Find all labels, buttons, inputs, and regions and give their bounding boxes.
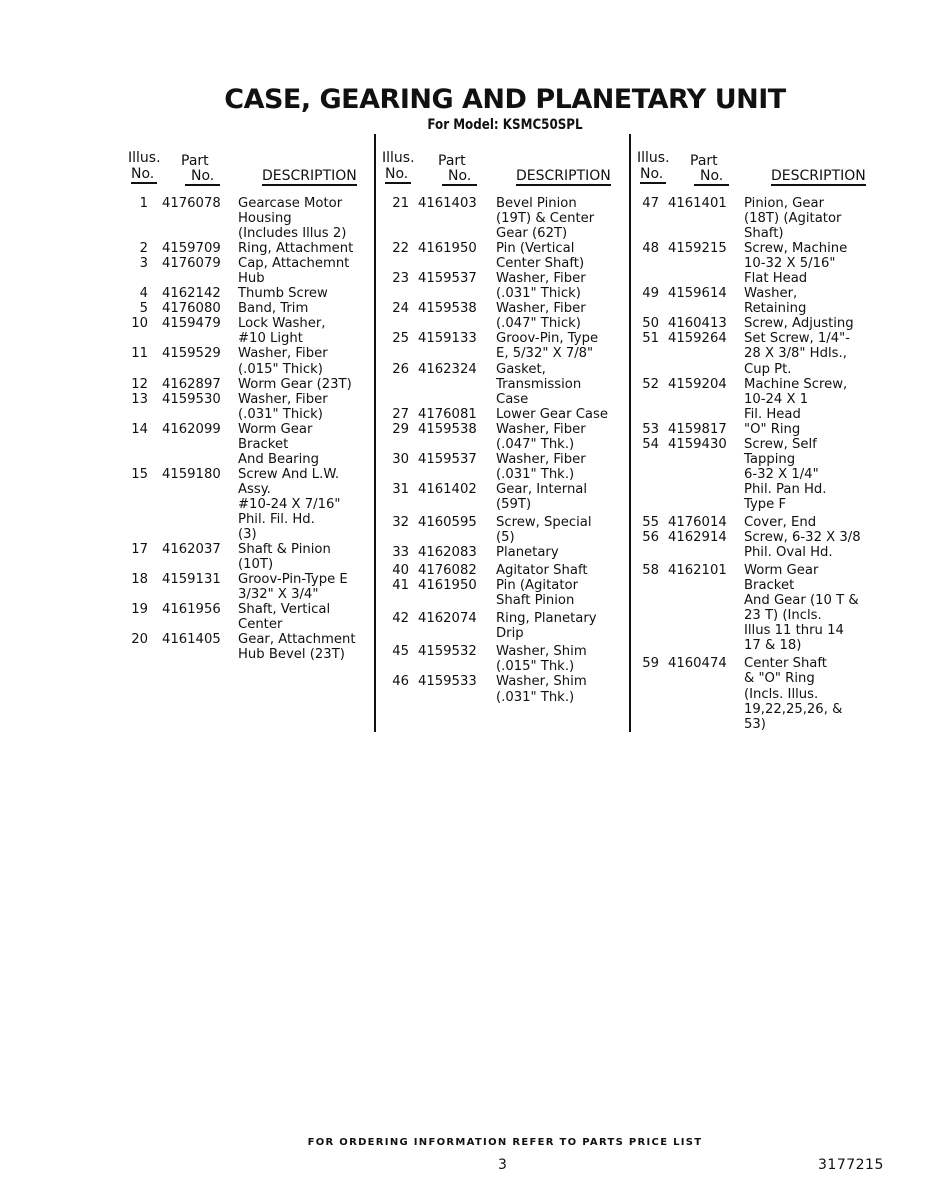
ordering-note: FOR ORDERING INFORMATION REFER TO PARTS PRICE LIST (307, 1137, 703, 1148)
illus-number: 47 (642, 196, 659, 211)
header-part-no: No. (185, 168, 220, 186)
parts-list-item (382, 674, 608, 704)
parts-list-item (128, 241, 356, 256)
part-number: 4176082 (418, 563, 477, 579)
part-description: Pin (Agitator Shaft Pinion (496, 578, 578, 609)
part-description: Agitator Shaft (496, 563, 588, 579)
part-number: 4160595 (418, 514, 477, 530)
parts-list-item (128, 256, 356, 286)
header-part-no: No. (442, 168, 477, 186)
illus-number: 12 (131, 376, 148, 392)
part-description: Lower Gear Case (496, 406, 608, 422)
illus-number: 4 (139, 286, 148, 302)
illus-number: 27 (392, 406, 409, 422)
part-description: Screw, Special (5) (496, 514, 592, 546)
part-number: 4159479 (162, 316, 221, 332)
illus-number: 1 (139, 196, 148, 211)
part-number: 4159537 (418, 451, 477, 467)
part-description: Gearcase Motor Housing (Includes Illus 2) (238, 196, 347, 242)
parts-list-item (382, 331, 608, 361)
part-number: 4159133 (418, 331, 477, 347)
part-number: 4176080 (162, 301, 221, 317)
part-description: Worm Gear (23T) (238, 376, 352, 392)
parts-list-item (128, 346, 356, 376)
page-title: CASE, GEARING AND PLANETARY UNIT (224, 84, 786, 115)
illus-number: 42 (392, 611, 409, 627)
parts-list-item (128, 392, 356, 422)
parts-list-item (382, 578, 608, 608)
part-description: Washer, Fiber (.047" Thk.) (496, 421, 586, 452)
part-description: Washer, Fiber (.047" Thick) (496, 301, 586, 332)
parts-list-item (637, 196, 861, 241)
part-number: 4176079 (162, 256, 221, 272)
part-number: 4162037 (162, 542, 221, 558)
part-number: 4159204 (668, 376, 727, 392)
part-number: 4161402 (418, 481, 477, 497)
part-description: Screw And L.W. Assy. #10-24 X 7/16" Phil. Fil. Hd. (3) (238, 466, 341, 543)
part-number: 4159817 (668, 421, 727, 437)
header-description: DESCRIPTION (771, 168, 866, 184)
part-description: Shaft & Pinion (10T) (238, 542, 331, 573)
part-number: 4159538 (418, 421, 477, 437)
part-description: Washer, Fiber (.031" Thk.) (496, 451, 586, 482)
part-description: Washer, Fiber (.031" Thick) (238, 391, 328, 422)
part-number: 4162897 (162, 376, 221, 392)
part-number: 4159530 (162, 391, 221, 407)
parts-list-item (382, 241, 608, 271)
part-number: 4159532 (418, 644, 477, 660)
illus-number: 50 (642, 316, 659, 332)
part-description: Screw, Self Tapping 6-32 X 1/4" Phil. Pan Hd. Type F (744, 436, 827, 512)
parts-list-item (382, 644, 608, 674)
part-description: Gasket, Transmission Case (496, 361, 582, 407)
illus-number: 30 (392, 451, 409, 467)
parts-list-item (382, 611, 608, 641)
illus-number: 11 (131, 346, 148, 362)
part-number: 4159430 (668, 436, 727, 452)
part-number: 4161403 (418, 196, 477, 211)
part-description: Machine Screw, 10-24 X 1 Fil. Head (744, 376, 848, 422)
parts-list-item (637, 656, 861, 731)
illus-number: 55 (642, 514, 659, 530)
header-description: DESCRIPTION (262, 168, 357, 184)
part-number: 4162074 (418, 611, 477, 627)
part-description: Center Shaft & "O" Ring (Incls. Illus. 19,22,25,26, & 53) (744, 656, 843, 732)
part-number: 4161401 (668, 196, 727, 211)
illus-number: 2 (139, 241, 148, 257)
part-description: Pinion, Gear (18T) (Agitator Shaft) (744, 196, 842, 242)
header-illus: Illus. (382, 150, 415, 166)
part-description: "O" Ring (744, 421, 801, 437)
illus-number: 51 (642, 331, 659, 347)
part-number: 4160474 (668, 656, 727, 672)
illus-number: 52 (642, 376, 659, 392)
illus-number: 40 (392, 563, 409, 579)
parts-list-item (637, 515, 861, 530)
parts-list-item (128, 542, 356, 572)
illus-number: 14 (131, 421, 148, 437)
parts-list-item (128, 632, 356, 662)
part-description: Washer, Fiber (.015" Thick) (238, 346, 328, 377)
part-number: 4159537 (418, 271, 477, 287)
part-description: Washer, Shim (.015" Thk.) (496, 644, 587, 675)
part-description: Worm Gear Bracket And Gear (10 T & 23 T) (Incls. Illus 11 thru 14 17 & 18) (744, 563, 859, 654)
parts-list-item (128, 301, 356, 316)
illus-number: 58 (642, 563, 659, 579)
parts-list-item (637, 437, 861, 512)
parts-list-item (382, 407, 608, 422)
parts-list-item (128, 422, 356, 467)
part-number: 4162142 (162, 286, 221, 302)
illus-number: 15 (131, 466, 148, 482)
parts-list-item (637, 286, 861, 316)
illus-number: 17 (131, 542, 148, 558)
parts-list-item (128, 196, 356, 241)
part-description: Screw, Adjusting (744, 316, 854, 332)
header-illus-no: No. (640, 166, 666, 184)
parts-list-item (637, 563, 861, 653)
illus-number: 19 (131, 602, 148, 618)
illus-number: 31 (392, 481, 409, 497)
illus-number: 48 (642, 241, 659, 257)
illus-number: 33 (392, 545, 409, 561)
illus-number: 53 (642, 421, 659, 437)
illus-number: 56 (642, 530, 659, 546)
part-number: 4159131 (162, 572, 221, 588)
parts-list-item (128, 602, 356, 632)
part-number: 4162101 (668, 563, 727, 579)
parts-list-item (382, 422, 608, 452)
part-number: 4161950 (418, 241, 477, 257)
part-description: Groov-Pin-Type E 3/32" X 3/4" (238, 572, 348, 603)
header-illus-no: No. (131, 166, 157, 184)
part-description: Shaft, Vertical Center (238, 602, 331, 633)
parts-list-item (637, 331, 861, 376)
part-description: Planetary (496, 545, 559, 561)
part-number: 4159529 (162, 346, 221, 362)
illus-number: 3 (139, 256, 148, 272)
illus-number: 54 (642, 436, 659, 452)
header-part-no: No. (694, 168, 729, 186)
parts-list-item (382, 196, 608, 241)
part-number: 4161956 (162, 602, 221, 618)
document-number: 3177215 (818, 1157, 884, 1173)
part-description: Lock Washer, #10 Light (238, 316, 326, 347)
illus-number: 10 (131, 316, 148, 332)
part-description: Groov-Pin, Type E, 5/32" X 7/8" (496, 331, 599, 362)
part-description: Worm Gear Bracket And Bearing (238, 421, 319, 467)
part-number: 4162324 (418, 361, 477, 377)
illus-number: 18 (131, 572, 148, 588)
part-description: Cap, Attachemnt Hub (238, 256, 350, 287)
part-number: 4159709 (162, 241, 221, 257)
part-number: 4176081 (418, 406, 477, 422)
illus-number: 21 (392, 196, 409, 211)
parts-list-item (128, 316, 356, 346)
illus-number: 41 (392, 578, 409, 594)
header-description: DESCRIPTION (516, 168, 611, 184)
parts-list-item (382, 515, 608, 545)
part-number: 4162083 (418, 545, 477, 561)
illus-number: 25 (392, 331, 409, 347)
part-number: 4160413 (668, 316, 727, 332)
parts-list-item (637, 241, 861, 286)
parts-list-item (382, 452, 608, 482)
part-description: Screw, 6-32 X 3/8 Phil. Oval Hd. (744, 530, 861, 561)
parts-list-item (382, 545, 608, 560)
illus-number: 13 (131, 391, 148, 407)
part-description: Washer, Shim (.031" Thk.) (496, 674, 587, 705)
parts-list-item (637, 316, 861, 331)
part-number: 4159533 (418, 674, 477, 690)
part-description: Set Screw, 1/4"- 28 X 3/8" Hdls., Cup Pt. (744, 331, 850, 377)
part-description: Washer, Fiber (.031" Thick) (496, 271, 586, 302)
illus-number: 23 (392, 271, 409, 287)
parts-list-item (382, 362, 608, 407)
part-number: 4176014 (668, 514, 727, 530)
parts-list-item (382, 271, 608, 301)
header-part: Part (181, 153, 209, 169)
part-description: Ring, Attachment (238, 241, 354, 257)
parts-list-item (128, 377, 356, 392)
part-number: 4162914 (668, 530, 727, 546)
part-number: 4159215 (668, 241, 727, 257)
illus-number: 32 (392, 514, 409, 530)
part-number: 4159264 (668, 331, 727, 347)
part-number: 4159614 (668, 286, 727, 302)
part-description: Pin (Vertical Center Shaft) (496, 241, 585, 272)
parts-list-item (382, 563, 608, 578)
part-description: Bevel Pinion (19T) & Center Gear (62T) (496, 196, 595, 242)
header-illus-no: No. (385, 166, 411, 184)
part-description: Band, Trim (238, 301, 309, 317)
illus-number: 5 (139, 301, 148, 317)
model-subtitle: For Model: KSMC50SPL (427, 117, 583, 133)
part-number: 4159180 (162, 466, 221, 482)
header-part: Part (438, 153, 466, 169)
part-description: Cover, End (744, 514, 817, 530)
illus-number: 22 (392, 241, 409, 257)
illus-number: 59 (642, 656, 659, 672)
part-description: Ring, Planetary Drip (496, 611, 597, 642)
part-number: 4159538 (418, 301, 477, 317)
page-number: 3 (498, 1157, 507, 1173)
illus-number: 29 (392, 421, 409, 437)
part-description: Screw, Machine 10-32 X 5/16" Flat Head (744, 241, 848, 287)
illus-number: 20 (131, 632, 148, 648)
header-illus: Illus. (128, 150, 161, 166)
header-part: Part (690, 153, 718, 169)
part-number: 4161950 (418, 578, 477, 594)
illus-number: 26 (392, 361, 409, 377)
illus-number: 46 (392, 674, 409, 690)
illus-number: 45 (392, 644, 409, 660)
part-description: Thumb Screw (238, 286, 328, 302)
parts-list-item (128, 467, 356, 542)
header-illus: Illus. (637, 150, 670, 166)
part-description: Gear, Internal (59T) (496, 481, 588, 512)
parts-list-item (637, 530, 861, 560)
parts-list-item (637, 377, 861, 422)
parts-list-item (382, 301, 608, 331)
parts-list-item (637, 422, 861, 437)
parts-list-item (128, 572, 356, 602)
part-number: 4162099 (162, 421, 221, 437)
parts-list-item (128, 286, 356, 301)
part-number: 4176078 (162, 196, 221, 211)
illus-number: 24 (392, 301, 409, 317)
illus-number: 49 (642, 286, 659, 302)
part-number: 4161405 (162, 632, 221, 648)
part-description: Washer, Retaining (744, 286, 807, 317)
column-divider (374, 134, 376, 732)
parts-list-item (382, 482, 608, 512)
part-description: Gear, Attachment Hub Bevel (23T) (238, 632, 356, 663)
